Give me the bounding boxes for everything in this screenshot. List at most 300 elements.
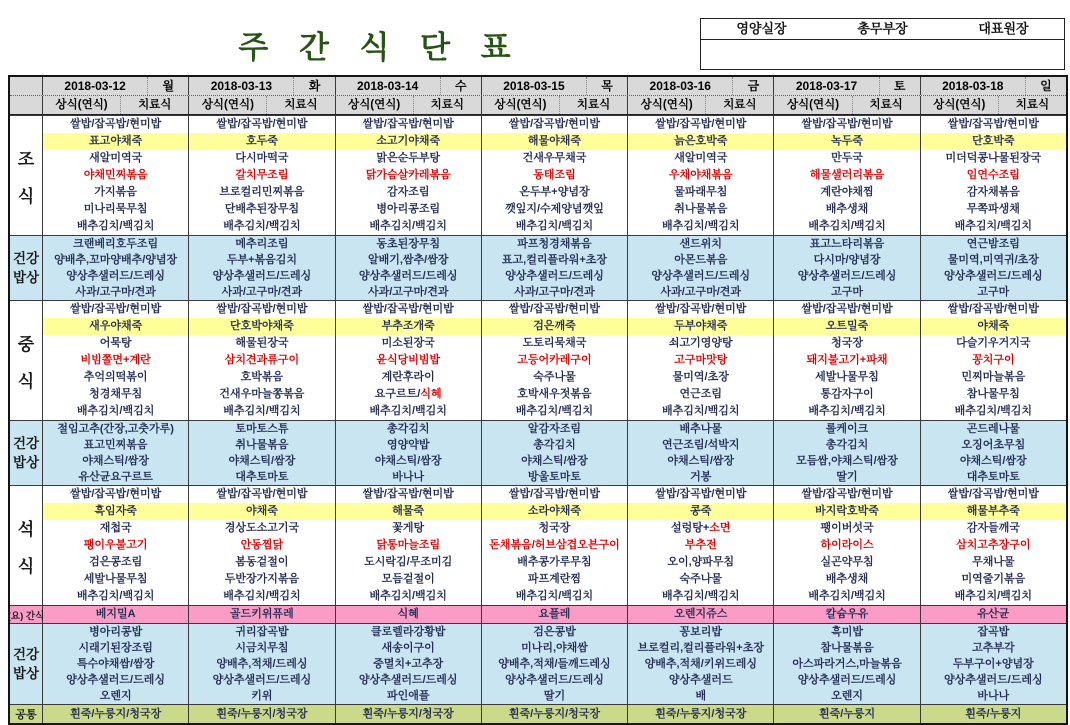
menu-item: 야채스틱/쌈장: [228, 455, 296, 467]
menu-item: 미나리,야채쌈: [521, 642, 588, 654]
menu-item: 양상추샐러드/드레싱: [358, 270, 458, 282]
menu-item: 유산균요구르트: [78, 471, 153, 483]
menu-item: 건새우마늘쫑볶음: [219, 388, 305, 400]
menu-item: 양상추샐러드/드레싱: [66, 270, 165, 282]
menu-item: 야채스틱/쌈장: [667, 455, 735, 467]
approval-label-director: 대표원장: [978, 21, 1029, 36]
menu-item: 쌀밥/잡곡밥/현미밥: [801, 118, 893, 130]
menu-item: 해물된장국: [235, 337, 289, 349]
day-column-healthy3: [921, 624, 1066, 704]
menu-item: 추억의떡볶이: [83, 371, 148, 383]
approval-box: [700, 18, 1065, 70]
weekday-label: 목: [586, 77, 627, 95]
menu-item-highlighted: 부추전: [684, 539, 717, 551]
menu-item: 참나물무침: [966, 388, 1020, 400]
menu-item: 칼슘우유: [825, 608, 869, 620]
day-column-lunch: [189, 301, 335, 420]
menu-item: 새송이구이: [381, 642, 435, 654]
menu-item: 배추김치/백김치: [369, 220, 447, 232]
menu-item: 검은콩밥: [533, 626, 576, 638]
section-label-line: 식: [17, 556, 35, 576]
normal-diet-label: 상식(연식): [628, 96, 706, 114]
menu-item: 연근조림/석박지: [662, 439, 740, 451]
menu-item: 클로렐라강황밥: [371, 626, 446, 638]
weekly-menu-table: [8, 75, 1068, 725]
menu-item: 흰죽/누룽지/청국장: [362, 708, 454, 720]
menu-item: 시금치무침: [235, 642, 289, 654]
menu-item: 실곤약무침: [820, 556, 874, 568]
day-column-lunch: [43, 301, 189, 420]
menu-item: 샌드위치: [679, 238, 723, 250]
menu-item: 양상추샐러드: [668, 674, 733, 686]
menu-item: 배추김치/백김치: [662, 405, 740, 417]
menu-item-highlighted: 삼치고추장구이: [956, 539, 1031, 551]
menu-item: 영양약밥: [386, 439, 430, 451]
menu-item: 고구마: [831, 286, 863, 298]
menu-item: 청경채무침: [89, 388, 143, 400]
menu-item: 양배추,적채/키위드레싱: [644, 658, 757, 670]
menu-item: 쌀밥/잡곡밥/현미밥: [70, 488, 162, 500]
menu-item: 양상추샐러드/드레싱: [212, 270, 312, 282]
menu-item: 건새우무채국: [522, 152, 587, 164]
day-column-healthy1: [774, 236, 920, 300]
menu-item: 흰죽/누룽지: [818, 708, 876, 720]
menu-item: 동초된장무침: [376, 238, 441, 250]
menu-item: 사과/고구마/견과: [660, 286, 742, 298]
menu-item: 가지볶음: [94, 186, 137, 198]
menu-item: 미역줄기볶음: [961, 573, 1026, 585]
menu-item: 배추나물: [679, 423, 723, 435]
day-column-healthy2: [336, 421, 482, 485]
menu-item: 골드키위퓨레: [230, 608, 294, 620]
menu-item-highlighted: 닭가슴살카레볶음: [365, 169, 451, 181]
menu-item: 양상추샐러드/드레싱: [66, 674, 165, 686]
menu-item: 아스파라거스,마늘볶음: [792, 658, 902, 670]
menu-item: 다슬기우거지국: [956, 337, 1031, 349]
section-label-healthy2: [10, 421, 43, 485]
menu-item: 재첩국: [99, 522, 132, 534]
menu-item: 바나나: [977, 690, 1010, 702]
menu-item: 야채스틱/쌈장: [959, 455, 1027, 467]
menu-item: 청국장: [831, 337, 863, 349]
menu-item: 호박볶음: [240, 371, 284, 383]
menu-item: 쌀밥/잡곡밥/현미밥: [947, 303, 1039, 315]
menu-item: 배추김치/백김치: [369, 590, 447, 602]
menu-item: 꽁보리밥: [679, 626, 723, 638]
menu-item: 표고민찌볶음: [83, 439, 148, 451]
section-healthy3: [10, 623, 1066, 704]
menu-item: 배추김치/백김치: [808, 405, 886, 417]
treatment-diet-label: 치료식: [1015, 99, 1050, 111]
menu-item: 메추리조림: [235, 238, 289, 250]
menu-item: 늙은호박죽: [628, 133, 773, 150]
day-column-healthy3: [336, 624, 482, 704]
menu-item: 물미역/초장: [672, 371, 729, 383]
menu-item: 오렌지쥬스: [674, 608, 728, 620]
menu-item: 세발나물무침: [83, 573, 148, 585]
menu-item-part: 설렁탕+: [670, 522, 710, 534]
menu-item: 부추조개죽: [336, 318, 481, 335]
section-label-healthy3: [10, 624, 43, 704]
menu-item: 배추김치/백김치: [515, 220, 594, 232]
menu-item: 파프계란찜: [527, 573, 582, 585]
menu-item: 오이,양파무침: [667, 556, 735, 568]
menu-item: 배추콩가루무침: [517, 556, 592, 568]
treatment-diet-label: 치료식: [576, 99, 611, 111]
treatment-diet-label: 치료식: [869, 99, 903, 111]
menu-item: 알배기,쌈추/쌈장: [367, 254, 449, 266]
menu-item: 배추김치/백김치: [76, 220, 155, 232]
day-header: [43, 77, 189, 95]
menu-item: 양배추,적채/들깨드레싱: [498, 658, 611, 670]
day-column-healthy3: [628, 624, 774, 704]
day-column-healthy1: [628, 236, 774, 300]
menu-item: 쌀밥/잡곡밥/현미밥: [362, 118, 454, 130]
menu-item: 쌀밥/잡곡밥/현미밥: [947, 488, 1039, 500]
section-label-line: 석: [17, 519, 35, 539]
section-label-line: 건강: [12, 436, 40, 451]
treatment-diet-label: 치료식: [284, 99, 318, 111]
approval-signature-area: [701, 40, 1064, 69]
menu-item: 흰죽/누룽지: [965, 708, 1022, 720]
menu-item: 흰죽/누룽지/청국장: [508, 708, 601, 720]
menu-item: [189, 537, 334, 554]
menu-item: 쌀밥/잡곡밥/현미밥: [70, 303, 162, 315]
menu-item: 배추김치/백김치: [954, 590, 1033, 602]
menu-item: [336, 167, 481, 184]
treatment-diet-label: 치료식: [430, 99, 464, 111]
menu-item-highlighted: 우채야채볶음: [668, 169, 733, 181]
menu-item: 딸기: [543, 690, 566, 702]
weekday-label: 일: [1025, 77, 1066, 95]
menu-item: 새알미역국: [89, 152, 143, 164]
menu-item: 감자채볶음: [966, 186, 1020, 198]
date-label: 2018-03-14: [356, 79, 419, 93]
menu-item: 배추김치/백김치: [223, 220, 301, 232]
menu-item: 귀리잡곡밥: [235, 626, 289, 638]
menu-item: 쌀밥/잡곡밥/현미밥: [508, 303, 601, 315]
diet-type-header: [628, 96, 774, 114]
day-column-dinner: [482, 486, 628, 605]
menu-item: 키위: [251, 690, 273, 702]
menu-item: 오징어초무침: [961, 439, 1026, 451]
day-column-common: [774, 705, 920, 723]
menu-item: 두부+볶음김치: [226, 254, 298, 266]
section-healthy2: [10, 420, 1066, 485]
menu-item: 흰죽/누룽지/청국장: [70, 708, 162, 720]
approval-label-nutrition-manager: 영양실장: [736, 21, 787, 36]
menu-item: [336, 352, 481, 369]
day-header: [774, 77, 920, 95]
menu-item: 딸기: [836, 471, 858, 483]
menu-item: 계란야채찜: [820, 186, 874, 198]
menu-item: 흰죽/누룽지/청국장: [655, 708, 747, 720]
menu-item: 특수야채쌈/쌈장: [76, 658, 155, 670]
day-column-dinner: [336, 486, 482, 605]
menu-item: 사과/고구마/견과: [514, 286, 595, 298]
menu-item: 흰죽/누룽지/청국장: [216, 708, 308, 720]
day-column-lunch: [921, 301, 1066, 420]
menu-item: 팽이버섯국: [820, 522, 874, 534]
menu-item: 롤케이크: [825, 423, 869, 435]
menu-item: 감자조림: [386, 186, 430, 198]
menu-item: 표고느타리볶음: [809, 238, 885, 250]
menu-item: 중멸치+고추장: [373, 658, 444, 670]
day-column-healthy2: [774, 421, 920, 485]
menu-item: 호두죽: [189, 133, 334, 150]
menu-item: 오트밀죽: [774, 318, 919, 335]
menu-item-highlighted-part: 식혜: [420, 388, 442, 400]
date-label: 2018-03-16: [649, 79, 711, 93]
section-label-line: 밥상: [12, 455, 40, 470]
menu-item: 배추김치/백김치: [954, 220, 1033, 232]
menu-item: 양상추샐러드/드레싱: [212, 674, 312, 686]
menu-item: 쌀밥/잡곡밥/현미밥: [216, 488, 308, 500]
day-column-common: [482, 705, 628, 723]
menu-item: 쇠고기영양탕: [668, 337, 733, 349]
menu-item-highlighted: 비빔쫄면+계란: [80, 354, 151, 366]
section-common: [10, 704, 1066, 723]
section-label-common: [10, 705, 43, 723]
menu-item: 연근조림: [679, 388, 723, 400]
diet-type-header: [482, 96, 628, 114]
menu-item: 표고,컬리플라워+초장: [501, 254, 608, 266]
menu-item: 배: [695, 690, 707, 702]
menu-item: 쌀밥/잡곡밥/현미밥: [70, 118, 162, 130]
menu-item: 쌀밥/잡곡밥/현미밥: [508, 118, 601, 130]
menu-item: 감자들깨국: [966, 522, 1020, 534]
menu-item: 단호박야채죽: [189, 318, 334, 335]
menu-item: 식혜: [397, 608, 419, 620]
menu-item: 미나리묵무침: [83, 203, 148, 215]
menu-item: 녹두죽: [774, 133, 919, 150]
menu-item: 두반장가지볶음: [224, 573, 300, 585]
menu-item: 미더덕콩나물된장국: [945, 152, 1042, 164]
day-column-healthy3: [774, 624, 920, 704]
menu-item: 취나물볶음: [235, 439, 289, 451]
menu-item: 만두국: [831, 152, 863, 164]
menu-item: 참나물볶음: [820, 642, 874, 654]
menu-item-highlighted: 고구마맛탕: [674, 354, 728, 366]
menu-item: 양상추샐러드/드레싱: [943, 270, 1043, 282]
normal-diet-label: 상식(연식): [336, 96, 414, 114]
menu-item: 방울토마토: [527, 471, 582, 483]
day-column-lunch: [336, 301, 482, 420]
menu-item: 쌀밥/잡곡밥/현미밥: [362, 488, 454, 500]
menu-item: 야채죽: [189, 503, 334, 520]
menu-item: 소라야채죽: [482, 503, 627, 520]
menu-item: 파인애플: [386, 690, 430, 702]
menu-item: 야채스틱/쌈장: [521, 455, 588, 467]
menu-item: 무채나물: [972, 556, 1015, 568]
menu-item: 브로컬리,컬리플라워+초장: [637, 642, 764, 654]
day-header: [336, 77, 482, 95]
diet-type-header: [336, 96, 482, 114]
menu-item: 숙주나물: [533, 371, 576, 383]
day-column-common: [921, 705, 1066, 723]
menu-item: 검은깨죽: [482, 318, 627, 335]
section-label-line: 밥상: [12, 666, 40, 681]
menu-item: 다시마/양념장: [813, 254, 881, 266]
treatment-diet-label: 치료식: [138, 99, 172, 111]
menu-item: 대추토마토: [235, 471, 289, 483]
day-column-dinner: [43, 486, 189, 605]
diet-type-header: [921, 96, 1066, 114]
menu-item: 표고야채죽: [43, 133, 188, 150]
menu-item: 배추김치/백김치: [223, 590, 301, 602]
menu-item: 단호박죽: [921, 133, 1066, 150]
menu-item-highlighted: 닭통마늘조림: [376, 539, 441, 551]
section-breakfast: [10, 115, 1066, 235]
menu-item: 야채스틱/쌈장: [374, 455, 442, 467]
menu-item: 세발나물무침: [815, 371, 879, 383]
menu-item: 대추토마토: [966, 471, 1020, 483]
menu-item: [482, 537, 627, 554]
menu-item: 배추김치/백김치: [76, 405, 155, 417]
menu-item: 해물야채죽: [482, 133, 627, 150]
menu-item-highlighted: 꽁치구이: [972, 354, 1015, 366]
menu-item: 통감자구이: [820, 388, 874, 400]
menu-item: 다시마떡국: [235, 152, 289, 164]
menu-item: 배추김치/백김치: [662, 220, 740, 232]
weekday-label: 화: [293, 77, 334, 95]
menu-item: 쌀밥/잡곡밥/현미밥: [508, 488, 601, 500]
menu-item: 총각김치: [533, 439, 576, 451]
menu-item: 바지락호박죽: [774, 503, 919, 520]
menu-item: 두부야채죽: [628, 318, 773, 335]
menu-item-highlighted: 돈채볶음/허브삼겹오븐구이: [489, 539, 620, 551]
day-column-healthy2: [189, 421, 335, 485]
day-column-snack: [43, 606, 189, 623]
day-header: [921, 77, 1066, 95]
day-column-snack: [189, 606, 335, 623]
day-column-common: [189, 705, 335, 723]
menu-item: 고추부각: [972, 642, 1015, 654]
menu-item-highlighted: 윤식당비빔밥: [376, 354, 441, 366]
diet-type-header: [43, 96, 189, 114]
menu-item: 해물부추죽: [921, 503, 1066, 520]
menu-item: 브로컬리민찌볶음: [219, 186, 305, 198]
menu-item: 토마토스튜: [235, 423, 289, 435]
menu-item: 고구마: [977, 286, 1010, 298]
menu-item: 배추생채: [825, 203, 869, 215]
day-column-snack: [482, 606, 628, 623]
menu-item: 두부구이+양념장: [952, 658, 1034, 670]
menu-item: 흑임자죽: [43, 503, 188, 520]
menu-item: 양상추샐러드/드레싱: [943, 674, 1043, 686]
day-column-breakfast: [774, 116, 920, 235]
menu-item: 물파래무침: [674, 186, 728, 198]
day-column-dinner: [774, 486, 920, 605]
menu-item: 알감자조림: [527, 423, 582, 435]
day-column-breakfast: [43, 116, 189, 235]
menu-item: 야채스틱/쌈장: [82, 455, 150, 467]
menu-item: 유산균: [977, 608, 1010, 620]
section-label-line: (요) 간식: [7, 610, 45, 622]
menu-item: 총각김치: [825, 439, 869, 451]
menu-item: 맑은순두부탕: [376, 152, 441, 164]
menu-item: [628, 537, 773, 554]
menu-item: 계란후라이: [381, 371, 435, 383]
day-column-lunch: [482, 301, 628, 420]
section-label-line: 공통: [15, 709, 37, 721]
menu-item: 양상추샐러드/드레싱: [505, 674, 604, 686]
menu-item: 사과/고구마/견과: [75, 286, 156, 298]
day-column-healthy3: [189, 624, 335, 704]
section-label-line: 식: [17, 371, 35, 391]
menu-item: [189, 167, 334, 184]
normal-diet-label: 상식(연식): [774, 96, 852, 114]
day-header: [628, 77, 774, 95]
menu-item: 검은콩조림: [89, 556, 143, 568]
menu-item: 청국장: [538, 522, 571, 534]
menu-item: 모듬쌈,야채스틱/쌈장: [796, 455, 898, 467]
section-snack: [7, 605, 1066, 623]
menu-item: 쌀밥/잡곡밥/현미밥: [216, 118, 308, 130]
menu-item: 곤드레나물: [966, 423, 1020, 435]
menu-item: 배추김치/백김치: [954, 405, 1033, 417]
menu-item: [628, 520, 773, 537]
day-column-healthy2: [482, 421, 628, 485]
section-lunch: [10, 300, 1066, 420]
menu-item: 새우야채죽: [43, 318, 188, 335]
menu-item: 쌀밥/잡곡밥/현미밥: [655, 303, 747, 315]
menu-item: 배추김치/백김치: [662, 590, 740, 602]
menu-item: 아몬드볶음: [674, 254, 728, 266]
menu-item: 쌀밥/잡곡밥/현미밥: [655, 118, 747, 130]
menu-item: [774, 352, 919, 369]
date-label: 2018-03-17: [795, 79, 858, 93]
menu-item: [774, 537, 919, 554]
date-label: 2018-03-12: [64, 79, 126, 93]
normal-diet-label: 상식(연식): [189, 96, 267, 114]
day-column-healthy1: [189, 236, 335, 300]
date-label: 2018-03-18: [942, 79, 1004, 93]
menu-item: 병아리콩조림: [376, 203, 441, 215]
menu-item: 쌀밥/잡곡밥/현미밥: [655, 488, 747, 500]
menu-item: 요플레: [538, 608, 571, 620]
diet-type-header: [189, 96, 335, 114]
menu-item: 오렌지: [99, 690, 132, 702]
day-column-common: [43, 705, 189, 723]
diet-type-header: [774, 96, 920, 114]
day-column-healthy3: [43, 624, 189, 704]
menu-item: 바나나: [392, 471, 425, 483]
menu-item: 배추생채: [825, 573, 869, 585]
menu-item: 흑미밥: [831, 626, 863, 638]
weekday-label: 토: [879, 77, 920, 95]
menu-item: 배추김치/백김치: [515, 590, 594, 602]
section-label-line: 조: [17, 149, 35, 169]
menu-item: [921, 352, 1066, 369]
menu-item: [43, 537, 188, 554]
section-dinner: [10, 485, 1066, 605]
section-label-line: 건강: [12, 251, 40, 266]
corner-cell: [10, 96, 43, 114]
menu-item: 쌀밥/잡곡밥/현미밥: [801, 303, 893, 315]
menu-item: 쌀밥/잡곡밥/현미밥: [362, 303, 454, 315]
menu-item: 배추김치/백김치: [76, 590, 155, 602]
menu-item: 사과/고구마/견과: [367, 286, 449, 298]
day-column-lunch: [628, 301, 774, 420]
section-label-line: 식: [17, 186, 35, 206]
day-column-common: [336, 705, 482, 723]
menu-item: [43, 352, 188, 369]
menu-item-highlighted: 동태조림: [533, 169, 576, 181]
date-label: 2018-03-15: [503, 79, 565, 93]
menu-item-highlighted-part: 소면: [709, 522, 731, 534]
menu-item: 콩죽: [628, 503, 773, 520]
